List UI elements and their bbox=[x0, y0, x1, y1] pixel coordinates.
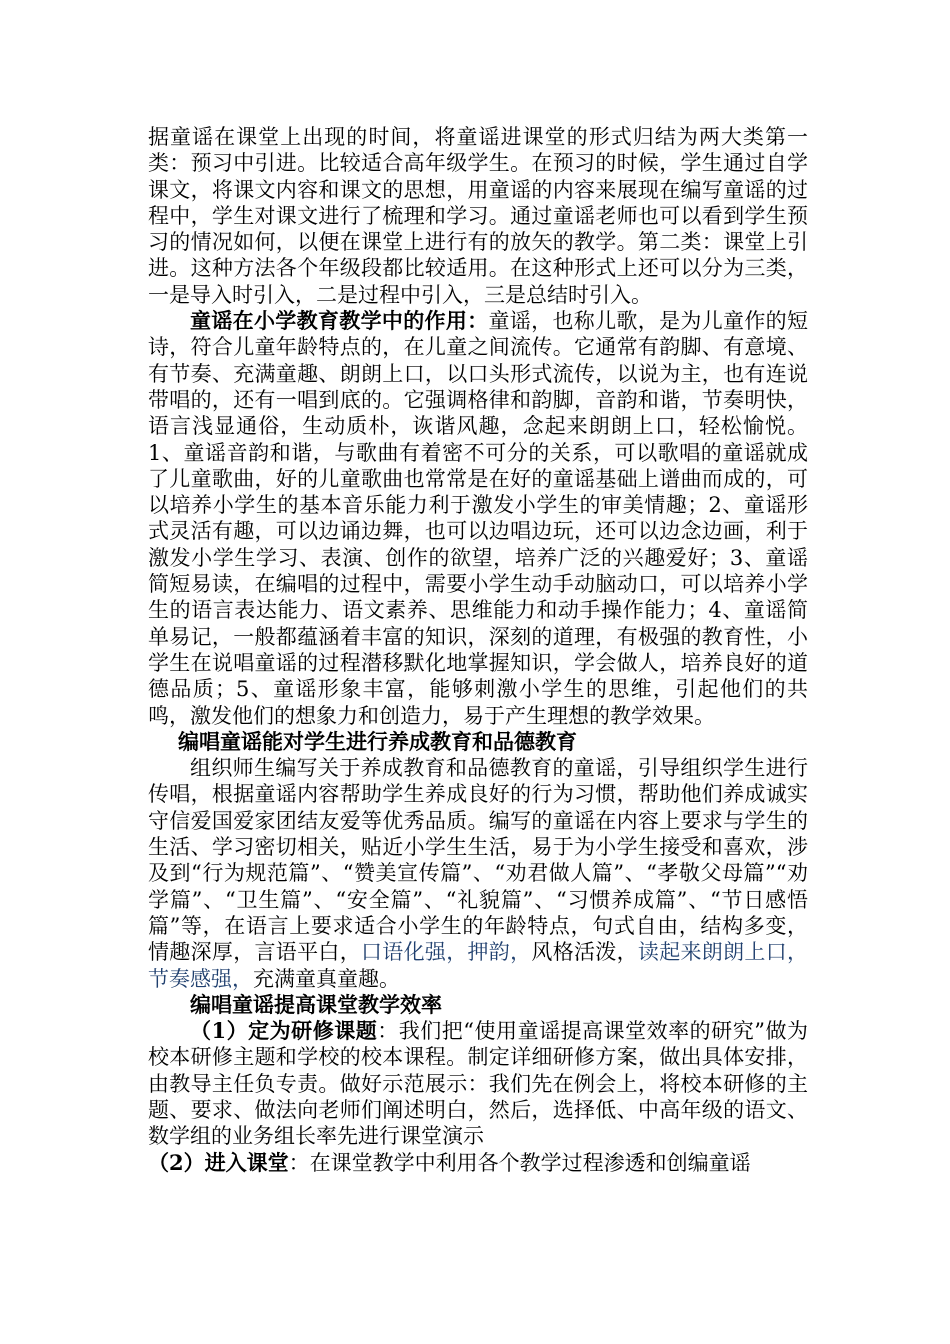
paragraph-moral-highlight-1: 口语化强，押韵， bbox=[361, 940, 532, 965]
paragraph-intro: 据童谣在课堂上出现的时间，将童谣进课堂的形式归结为两大类第一类：预习中引进。比较适合高年级学生。在预习的时候，学生通过自学课文，将课文内容和课文的思想，用童谣的内容来展现在编写童谣的过程中，学生对课文进行了梳理和学习。通过童谣老师也可以看到学生预习的情况如何，以便在课堂上进行有的放矢的教学。第二类：课堂上引进。这种方法各个年级段都比较适用。在这种形式上还可以分为三类，一是导入时引入，二是过程中引入，三是总结时引入。 bbox=[148, 125, 808, 307]
paragraph-research-topic bbox=[148, 1018, 808, 1149]
paragraph-moral-text-a: 组织师生编写关于养成教育和品德教育的童谣，引导组织学生进行传唱，根据童谣内容帮助学生养成良好的行为习惯，帮助他们养成诚实守信爱国爱家团结友爱等优秀品质。编写的童谣在内容上要求与学生的生活、学习密切相关，贴近小学生生活，易于为小学生接受和喜欢，涉及到“行为规范篇”、“赞美宣传篇”、“劝君做人篇”、“孝敬父母篇”“劝学篇”、“卫生篇”、“安全篇”、“礼貌篇”、“习惯养成篇”、“节日感悟篇”等，在语言上要求适合小学生的年龄特点，句式自由，结构多变，情趣深厚，言语平白， bbox=[148, 756, 808, 965]
enter-classroom-body: ：在课堂教学中利用各个教学过程渗透和创编童谣 bbox=[288, 1150, 751, 1175]
research-topic-heading: （1）定为研修课题 bbox=[190, 1018, 378, 1044]
paragraph-role bbox=[148, 308, 808, 729]
paragraph-moral-text-c: 充满童真童趣。 bbox=[253, 966, 400, 991]
paragraph-role-heading: 童谣在小学教育教学中的作用： bbox=[190, 308, 489, 334]
document-page bbox=[148, 124, 808, 1176]
paragraph-moral-text-b: 风格活泼， bbox=[531, 940, 638, 965]
research-topic-body: ：我们把“使用童谣提高课堂效率的研究”做为校本研修主题和学校的校本课程。制定详细研修方案，做出具体安排，由教导主任负专责。做好示范展示：我们先在例会上，将校本研修的主题、要求、做法向老师们阐述明白，然后，选择低、中高年级的语文、数学组的业务组长率先进行课堂演示 bbox=[148, 1019, 808, 1149]
section-heading-moral-education: 编唱童谣能对学生进行养成教育和品德教育 bbox=[178, 728, 577, 754]
paragraph-enter-classroom bbox=[148, 1150, 808, 1176]
paragraph-moral-highlight-2: 读起来朗朗上口，节奏感强， bbox=[148, 940, 809, 991]
paragraph-moral-education bbox=[148, 755, 808, 992]
section-heading-efficiency: 编唱童谣提高课堂教学效率 bbox=[190, 991, 442, 1017]
enter-classroom-heading: （2）进入课堂 bbox=[148, 1149, 289, 1175]
paragraph-role-body: 童谣，也称儿歌，是为儿童作的短诗，符合儿童年龄特点的，在儿童之间流传。它通常有韵脚、有意境、有节奏、充满童趣、朗朗上口，以口头形式流传，以说为主，也有连说带唱的，还有一唱到底的。它强调格律和韵脚，音韵和谐，节奏明快，语言浅显通俗，生动质朴，诙谐风趣，念起来朗朗上口，轻松愉悦。1、童谣音韵和谐，与歌曲有着密不可分的关系，可以歌唱的童谣就成了儿童歌曲，好的儿童歌曲也常常是在好的童谣基础上谱曲而成的，可以培养小学生的基本音乐能力利于激发小学生的审美情趣；2、童谣形式灵活有趣，可以边诵边舞，也可以边唱边玩，还可以边念边画，利于激发小学生学习、表演、创作的欲望，培养广泛的兴趣爱好；3、童谣简短易读，在编唱的过程中，需要小学生动手动脑动口，可以培养小学生的语言表达能力、语文素养、思维能力和动手操作能力；4、童谣简单易记，一般都蕴涵着丰富的知识，深刻的道理，有极强的教育性，小学生在说唱童谣的过程潜移默化地掌握知识，学会做人，培养良好的道德品质；5、童谣形象丰富，能够刺激小学生的思维，引起他们的共鸣，激发他们的想象力和创造力，易于产生理想的教学效果。 bbox=[148, 309, 808, 728]
